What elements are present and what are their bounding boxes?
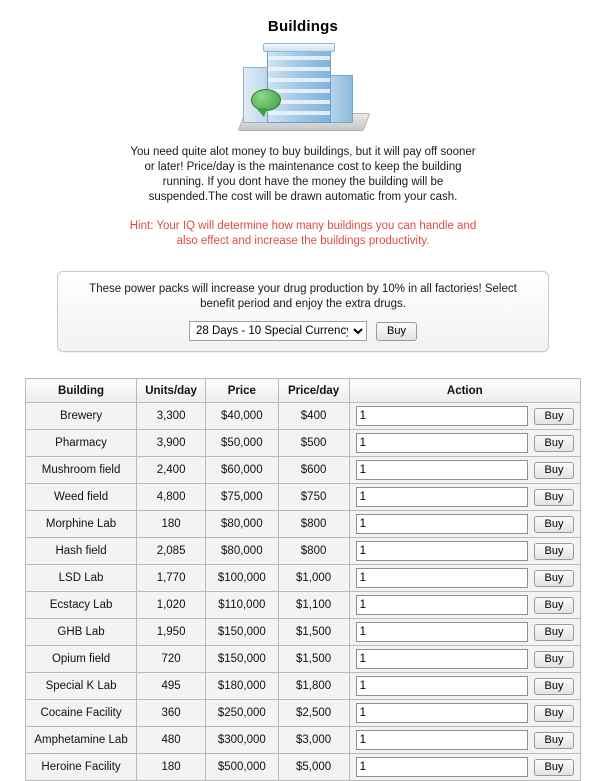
cell-building: Weed field [26,484,137,511]
quantity-input[interactable] [356,649,528,669]
cell-units: 1,770 [137,565,206,592]
cell-action [349,673,580,700]
cell-price: $80,000 [206,511,279,538]
row-buy-button[interactable]: Buy [534,651,574,668]
table-row [26,754,581,781]
quantity-input[interactable] [356,757,528,777]
building-floor-line [268,111,330,115]
cell-building: Ecstacy Lab [26,592,137,619]
row-buy-button[interactable]: Buy [534,678,574,695]
header-price-per-day: Price/day [278,379,349,403]
cell-price: $250,000 [206,700,279,727]
cell-building: Brewery [26,403,137,430]
cell-price-day: $500 [278,430,349,457]
cell-action [349,484,580,511]
row-buy-button[interactable]: Buy [534,435,574,452]
page-title: Buildings [267,18,339,35]
table-row [26,565,581,592]
quantity-input[interactable] [356,487,528,507]
cell-price-day: $2,500 [278,700,349,727]
buildings-page [0,18,606,773]
cell-units: 180 [137,754,206,781]
cell-price-day: $800 [278,538,349,565]
cell-units: 480 [137,727,206,754]
quantity-input[interactable] [356,406,528,426]
header-action: Action [349,379,580,403]
header-building: Building [26,379,137,403]
quantity-input[interactable] [356,730,528,750]
table-row [26,538,581,565]
cell-units: 4,800 [137,484,206,511]
table-row [26,673,581,700]
buildings-table-body [26,403,581,781]
cell-building: LSD Lab [26,565,137,592]
cell-building: GHB Lab [26,619,137,646]
quantity-input[interactable] [356,703,528,723]
building-tower [267,47,331,123]
row-buy-button[interactable]: Buy [534,543,574,560]
buildings-table [25,378,581,781]
cell-units: 1,020 [137,592,206,619]
building-floor-line [268,67,330,71]
cell-building: Heroine Facility [26,754,137,781]
cell-units: 2,400 [137,457,206,484]
power-pack-panel [57,271,549,352]
cell-price-day: $1,000 [278,565,349,592]
cell-action [349,403,580,430]
cell-price: $300,000 [206,727,279,754]
cell-price: $150,000 [206,619,279,646]
table-row [26,592,581,619]
cell-units: 180 [137,511,206,538]
cell-action [349,700,580,727]
cell-price-day: $5,000 [278,754,349,781]
header-units-per-day: Units/day [137,379,206,403]
hint-text: Hint: Your IQ will determine how many buildings you can handle and also effect and increase the buildings productivity. [129,220,477,247]
intro-text: You need quite alot money to buy buildings, but it will pay off sooner or later! Price/day is the maintenance cost to keep the building running. If you dont have the money the building will be suspended.The cost will be drawn automatic from your cash. [130,146,476,203]
cell-action [349,457,580,484]
row-buy-button[interactable]: Buy [534,570,574,587]
cell-building: Cocaine Facility [26,700,137,727]
cell-building: Special K Lab [26,673,137,700]
cell-building: Morphine Lab [26,511,137,538]
cell-price-day: $750 [278,484,349,511]
quantity-input[interactable] [356,541,528,561]
row-buy-button[interactable]: Buy [534,759,574,776]
row-buy-button[interactable]: Buy [534,462,574,479]
row-buy-button[interactable]: Buy [534,624,574,641]
cell-price: $150,000 [206,646,279,673]
cell-units: 360 [137,700,206,727]
cell-units: 2,085 [137,538,206,565]
quantity-input[interactable] [356,460,528,480]
cell-price: $50,000 [206,430,279,457]
cell-action [349,646,580,673]
office-building-icon [233,45,373,131]
cell-units: 1,950 [137,619,206,646]
row-buy-button[interactable]: Buy [534,516,574,533]
cell-building: Hash field [26,538,137,565]
cell-price-day: $800 [278,511,349,538]
cell-price-day: $1,500 [278,619,349,646]
cell-action [349,565,580,592]
cell-action [349,727,580,754]
cell-price-day: $600 [278,457,349,484]
cell-price: $40,000 [206,403,279,430]
row-buy-button[interactable]: Buy [534,597,574,614]
table-row [26,511,581,538]
speech-bubble-icon [251,89,281,111]
row-buy-button[interactable]: Buy [534,705,574,722]
building-floor-line [268,56,330,60]
cell-price: $75,000 [206,484,279,511]
cell-price: $110,000 [206,592,279,619]
table-row [26,457,581,484]
cell-price: $80,000 [206,538,279,565]
building-right-wing [329,75,353,123]
header-price: Price [206,379,279,403]
cell-price-day: $1,800 [278,673,349,700]
row-buy-button[interactable]: Buy [534,732,574,749]
quantity-input[interactable] [356,676,528,696]
table-row [26,727,581,754]
cell-units: 3,900 [137,430,206,457]
cell-units: 495 [137,673,206,700]
table-row [26,646,581,673]
table-header-row [26,379,581,403]
cell-price-day: $1,100 [278,592,349,619]
cell-building: Opium field [26,646,137,673]
quantity-input[interactable] [356,622,528,642]
benefit-period-select[interactable] [189,321,367,341]
cell-action [349,619,580,646]
building-floor-line [268,78,330,82]
cell-building: Mushroom field [26,457,137,484]
quantity-input[interactable] [356,568,528,588]
cell-action [349,430,580,457]
cell-price-day: $1,500 [278,646,349,673]
quantity-input[interactable] [356,595,528,615]
row-buy-button[interactable]: Buy [534,408,574,425]
cell-units: 720 [137,646,206,673]
power-pack-controls [68,321,538,341]
cell-price: $180,000 [206,673,279,700]
table-row [26,430,581,457]
building-roof [263,43,335,52]
cell-price-day: $400 [278,403,349,430]
cell-price-day: $3,000 [278,727,349,754]
cell-action [349,754,580,781]
power-pack-buy-button[interactable]: Buy [376,322,417,341]
table-row [26,484,581,511]
cell-action [349,538,580,565]
cell-building: Amphetamine Lab [26,727,137,754]
table-row [26,619,581,646]
table-row [26,700,581,727]
cell-action [349,592,580,619]
table-row [26,403,581,430]
cell-price: $500,000 [206,754,279,781]
cell-price: $100,000 [206,565,279,592]
cell-units: 3,300 [137,403,206,430]
row-buy-button[interactable]: Buy [534,489,574,506]
cell-action [349,511,580,538]
cell-building: Pharmacy [26,430,137,457]
power-pack-description: These power packs will increase your drug production by 10% in all factories! Select benefit period and enjoy the extra drugs. [89,283,517,310]
quantity-input[interactable] [356,433,528,453]
cell-price: $60,000 [206,457,279,484]
quantity-input[interactable] [356,514,528,534]
